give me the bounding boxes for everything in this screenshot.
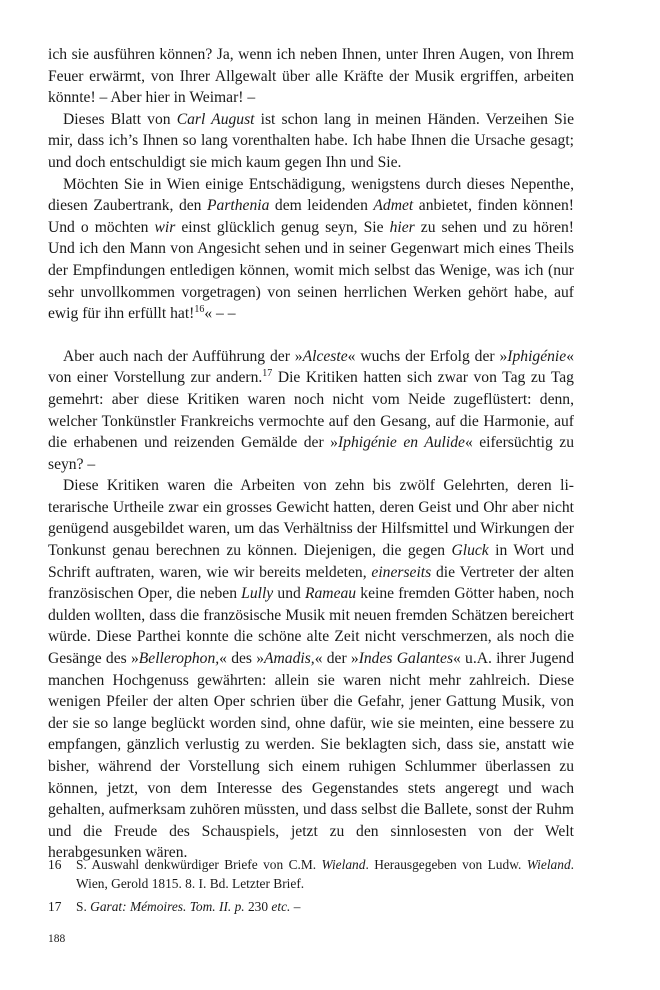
italic-text: Wieland — [321, 857, 366, 872]
italic-text: Gluck — [451, 542, 489, 560]
text-run: anbietet, finden können! Und o möchten — [48, 197, 574, 236]
text-run: Aber auch nach der Aufführung der » — [63, 347, 303, 365]
paragraph-2 — [48, 109, 574, 174]
italic-text: Admet — [373, 197, 414, 215]
footnote-16 — [48, 855, 574, 893]
italic-text: Iphigénie en Aulide — [337, 434, 465, 452]
text-run: – — [290, 899, 301, 914]
text-run: S. — [76, 899, 91, 914]
italic-text: Alceste — [302, 347, 348, 365]
text-run: . Herausgegeben von Ludw. — [365, 857, 527, 872]
text-run: « der » — [314, 650, 359, 668]
italic-text: Wieland — [526, 857, 571, 872]
italic-text: wir — [154, 218, 176, 236]
italic-text: etc. — [271, 899, 291, 914]
footnote-text — [76, 855, 574, 893]
text-run: « – – — [204, 305, 236, 323]
text-run: Möchten Sie in Wien einige Entschädigung, wenigstens durch dieses Nepenthe, diesen Zaubertrank, den — [48, 175, 574, 215]
text-run: keine fremden Götter haben, noch dulden wollten, dass die französische Musik mit neuen fremden Schätzen bereichert würde. Diese Parthei konnte die schöne alte Zeit nicht verschmerzen, als noch die Gesänge des » — [48, 585, 574, 668]
italic-text: Carl August — [176, 110, 255, 128]
paragraph-1 — [48, 44, 574, 109]
italic-text: Rameau — [304, 585, 357, 603]
text-run: einst glücklich genug seyn, Sie — [175, 218, 390, 236]
italic-text: Amadis, — [264, 650, 315, 668]
text-run: und — [273, 585, 305, 603]
text-run: Diese Kritiken waren die Arbeiten von zehn bis zwölf Gelehrten, deren literarische Urtheile zwar ein grosses Gewicht hatten, deren Geist und Ohr aber nicht genügend ausgebildet waren, um das Verhältniss der Hilfsmittel und Wirkungen der Tonkunst genau berechnen zu können. Diejenigen, die gegen — [48, 477, 574, 560]
text-run: Die Kritiken hatten sich zwar von Tag zu Tag gemehrt: aber diese Kritiken waren noch nicht vom Neide zugeflüstert: denn, welcher Tonkünstler Frankreichs vermochte auf den Gesang, auf die Harmonie, auf die erhabenen und reizenden Gemälde der » — [48, 369, 574, 452]
footnote-17 — [48, 897, 574, 916]
italic-text: Parthenia — [207, 197, 270, 215]
italic-text: Bellerophon, — [138, 650, 220, 668]
footnote-number: 16 — [48, 857, 62, 872]
footnotes — [48, 855, 574, 920]
text-run: in Wort und Schrift auftraten, waren, wie wir bereits meldeten, — [48, 542, 574, 581]
paragraph-5 — [48, 475, 574, 864]
text-run: dem leidenden — [269, 197, 374, 215]
italic-text: Garat: Mémoires. Tom. II. p. — [90, 899, 245, 914]
italic-text: Iphigénie — [507, 347, 567, 365]
footnote-number: 17 — [48, 899, 62, 914]
page-number: 188 — [48, 933, 66, 945]
text-run: « von einer Vorstellung zur andern. — [48, 347, 574, 387]
section-gap — [48, 325, 574, 346]
italic-text: einerseits — [371, 563, 432, 581]
paragraph-4 — [48, 346, 574, 476]
text-run: . Wien, Gerold 1815. 8. I. Bd. Letzter Brief. — [76, 857, 574, 891]
text-run: zu sehen und zu hören! Und ich den Mann von Angesicht sehen und in seiner Gegenwart mich eines Theils der Empfindungen entledigen können, womit mich selbst das Wenige, was ich (nur sehr unvollkommen vorgetragen) von seinen herrlichen Werken gehört habe, auf ewig für ihn erfüllt hat! — [48, 218, 575, 323]
text-run: « des » — [219, 650, 265, 668]
italic-text: Lully — [241, 585, 274, 603]
italic-text: Indes Galantes — [358, 650, 454, 668]
text-run: ich sie ausführen können? Ja, wenn ich neben Ihnen, unter Ihren Augen, von Ihrem Feuer erwärmt, von Ihrer Allgewalt über alle Kräfte der Musik ergriffen, arbeiten könnte! – Aber hier in Weimar! – — [48, 46, 574, 107]
footnote-ref: 16 — [194, 303, 205, 315]
footnote-ref: 17 — [262, 368, 273, 380]
text-run: Dieses Blatt von — [63, 110, 177, 128]
text-run: « u.A. ihrer Jugend manchen Hochgenuss gewährten: allein sie waren nicht mehr zahlreich. Diese wenigen Pfeiler der alten Oper schrien über die Gefahr, jener Gattung Musik, von der sie so lange beglückt worden sind, ohne dafür, wie sie meinten, eine bessere zu empfangen, gänzlich verlustig zu werden. Sie beklagten sich, dass sie, anstatt wie bisher, während der Vorstellung sich einem ruhigen Schlummer überlassen zu können, jetzt, von dem Interesse des Gegenstandes stets angeregt und wach gehalten, aufmerksam zuhören müssten, und dass selbst die Ballete, sonst der Ruhm und die Freude des Schauspiels, jetzt zu den sinnlosesten von der Welt herabgesunken wären. — [48, 650, 574, 862]
italic-text: hier — [389, 218, 415, 236]
text-run: die Vertreter der alten französischen Oper, die neben — [48, 563, 574, 603]
text-run: 230 — [244, 899, 272, 914]
text-run: S. Auswahl denkwürdiger Briefe von C.M. — [76, 857, 322, 872]
page-body — [48, 44, 574, 864]
footnote-text — [76, 897, 574, 916]
text-run: « wuchs der Erfolg der » — [347, 347, 508, 365]
text-run: « eifersüchtig zu seyn? – — [48, 434, 575, 473]
paragraph-3 — [48, 174, 574, 325]
text-run: ist schon lang in meinen Händen. Verzeihen Sie mir, dass ich’s Ihnen so lang vorenthalten habe. Ich habe Ihnen die Ursache gesagt; und doch entschuldigt sie mich kaum gegen Ihn und Sie. — [48, 110, 574, 171]
